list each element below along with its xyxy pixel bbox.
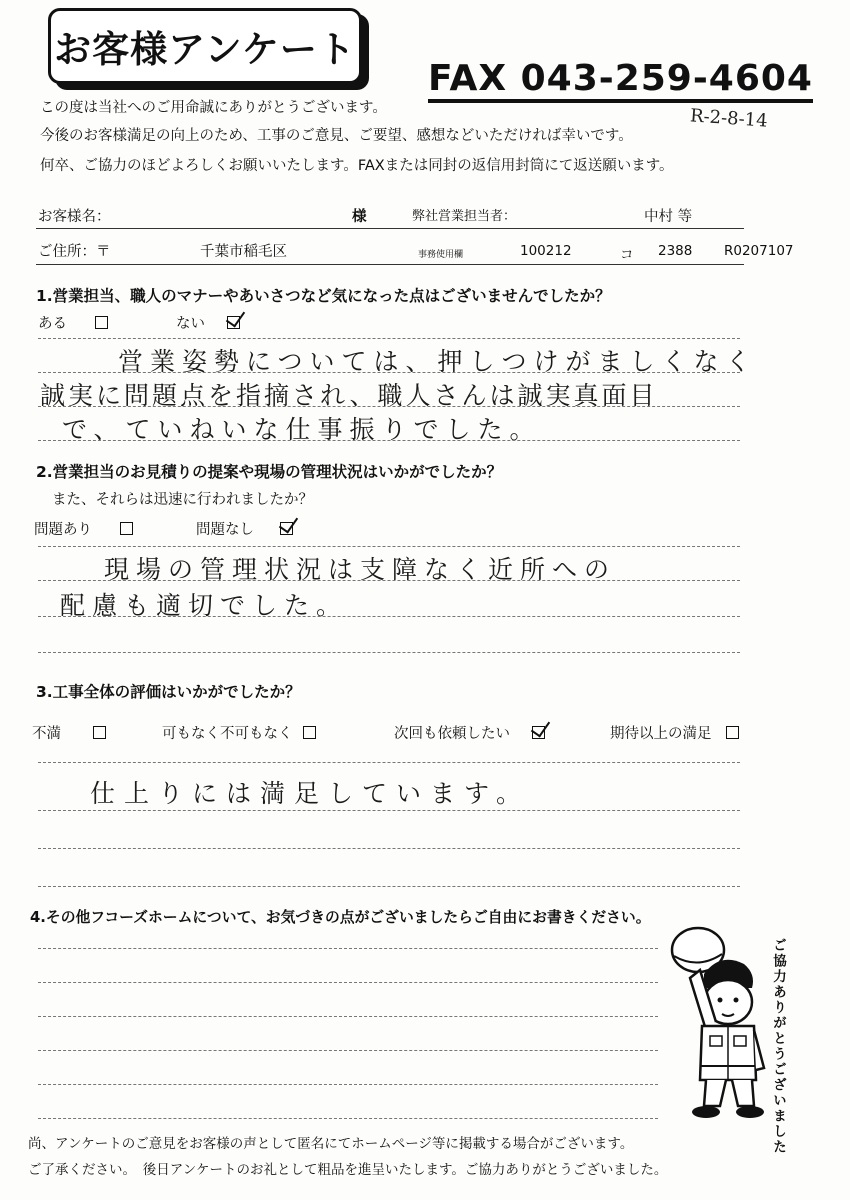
q4-rule-1 (38, 948, 658, 949)
q2-rule-3 (38, 616, 740, 617)
footer-line-1: 尚、アンケートのご意見をお客様の声として匿名にてホームページ等に掲載する場合がございます。 (28, 1136, 634, 1152)
q2-option-mondai-ari-label: 問題あり (34, 522, 92, 538)
customer-sama: 様 (352, 209, 367, 225)
office-code-2: 2388 (658, 243, 693, 259)
q1-rule-3 (38, 406, 740, 407)
q2-answer-line-1: 現場の管理状況は支障なく近所への (104, 555, 617, 584)
staff-name: 中村 等 (644, 209, 693, 225)
q1-rule-1 (38, 338, 740, 339)
q3-rule-3 (38, 848, 740, 849)
q3-option-kamonaku-label: 可もなく不可もなく (162, 726, 293, 742)
q1-rule-2 (38, 372, 740, 373)
q1-rule-4 (38, 440, 740, 441)
q4-rule-4 (38, 1050, 658, 1051)
q1-answer-line-2: 誠実に問題点を指摘され、職人さんは誠実真面目 (40, 381, 658, 410)
q1-option-nai-checkbox[interactable] (227, 316, 240, 329)
office-code-1: 100212 (520, 243, 572, 259)
q3-option-fuman-label: 不満 (32, 726, 61, 742)
q3-answer-line-1: 仕上りには満足しています。 (90, 779, 531, 808)
q1-option-nai[interactable] (176, 312, 240, 333)
q1-option-aru[interactable] (38, 312, 108, 333)
q3-option-fuman[interactable] (32, 722, 106, 743)
q1-option-nai-label: ない (176, 316, 205, 332)
q1-answer-line-1: 営業姿勢については、押しつけがましくなく (118, 347, 758, 376)
q4-rule-6 (38, 1118, 658, 1119)
form-title: お客様アンケート (48, 8, 362, 84)
q2-option-mondai-ari-checkbox[interactable] (120, 522, 133, 535)
q3-option-jikai-label: 次回も依頼したい (394, 726, 510, 742)
q3-question: 3.工事全体の評価はいかがでしたか？ (36, 683, 301, 701)
q3-option-kitai-checkbox[interactable] (726, 726, 739, 739)
intro-line-1: この度は当社へのご用命誠にありがとうございます。 (40, 100, 387, 116)
address-value: 千葉市稲毛区 (200, 244, 287, 260)
q2-rule-2 (38, 580, 740, 581)
address-label: ご住所：〒 (38, 244, 111, 260)
q2-question-sub: また、それらは迅速に行われましたか？ (52, 492, 313, 508)
q1-answer-line-3: で、ていねいな仕事振りでした。 (62, 415, 542, 444)
q3-option-fuman-checkbox[interactable] (93, 726, 106, 739)
q3-option-kitai-label: 期待以上の満足 (610, 726, 712, 742)
q2-option-mondai-ari[interactable] (34, 518, 133, 539)
address-underline (36, 264, 744, 265)
customer-name-label: お客様名： (38, 209, 111, 225)
q3-option-kamonaku[interactable] (162, 722, 316, 743)
q1-option-aru-label: ある (38, 316, 67, 332)
q4-rule-3 (38, 1016, 658, 1017)
q2-question: 2.営業担当のお見積りの提案や現場の管理状況はいかがでしたか？ (36, 463, 503, 481)
fax-number: FAX 043-259-4604 (428, 60, 813, 103)
footer-line-2: ご了承ください。 後日アンケートのお礼として粗品を進呈いたします。ご協力ありがとうございました。 (28, 1162, 668, 1178)
q4-question: 4.その他フコーズホームについて、お気づきの点がございましたらご自由にお書きください。 (30, 909, 651, 926)
q3-rule-1 (38, 762, 740, 763)
q1-question: 1.営業担当、職人のマナーやあいさつなど気になった点はございませんでしたか？ (36, 287, 611, 305)
q2-option-mondai-nashi-checkbox[interactable] (280, 522, 293, 535)
office-use-label: 事務使用欄 (418, 250, 464, 260)
q2-rule-1 (38, 546, 740, 547)
worker-mascot-illustration (660, 918, 770, 1128)
intro-line-3: 何卒、ご協力のほどよろしくお願いいたします。FAXまたは同封の返信用封筒にて返送願います。 (40, 158, 674, 174)
q3-option-jikai[interactable] (394, 722, 545, 743)
q3-option-kitai[interactable] (610, 722, 739, 743)
side-thanks-vertical: ご協力ありがとうございました (770, 938, 786, 1155)
q3-option-jikai-checkbox[interactable] (532, 726, 545, 739)
name-underline (36, 228, 744, 229)
q3-rule-4 (38, 886, 740, 887)
q4-rule-5 (38, 1084, 658, 1085)
office-code-mark: コ (620, 247, 634, 263)
q2-rule-4 (38, 652, 740, 653)
q3-option-kamonaku-checkbox[interactable] (303, 726, 316, 739)
q2-answer-line-2: 配慮も適切でした。 (60, 591, 349, 620)
intro-line-2: 今後のお客様満足の向上のため、工事のご意見、ご要望、感想などいただければ幸いです。 (40, 128, 633, 144)
q1-option-aru-checkbox[interactable] (95, 316, 108, 329)
q3-rule-2 (38, 810, 740, 811)
q2-option-mondai-nashi[interactable] (196, 518, 293, 539)
handwritten-date: R-2-8-14 (689, 105, 769, 132)
office-code-3: R0207107 (724, 243, 794, 259)
q4-rule-2 (38, 982, 658, 983)
staff-label: 弊社営業担当者： (412, 209, 517, 224)
q2-option-mondai-nashi-label: 問題なし (196, 522, 254, 538)
